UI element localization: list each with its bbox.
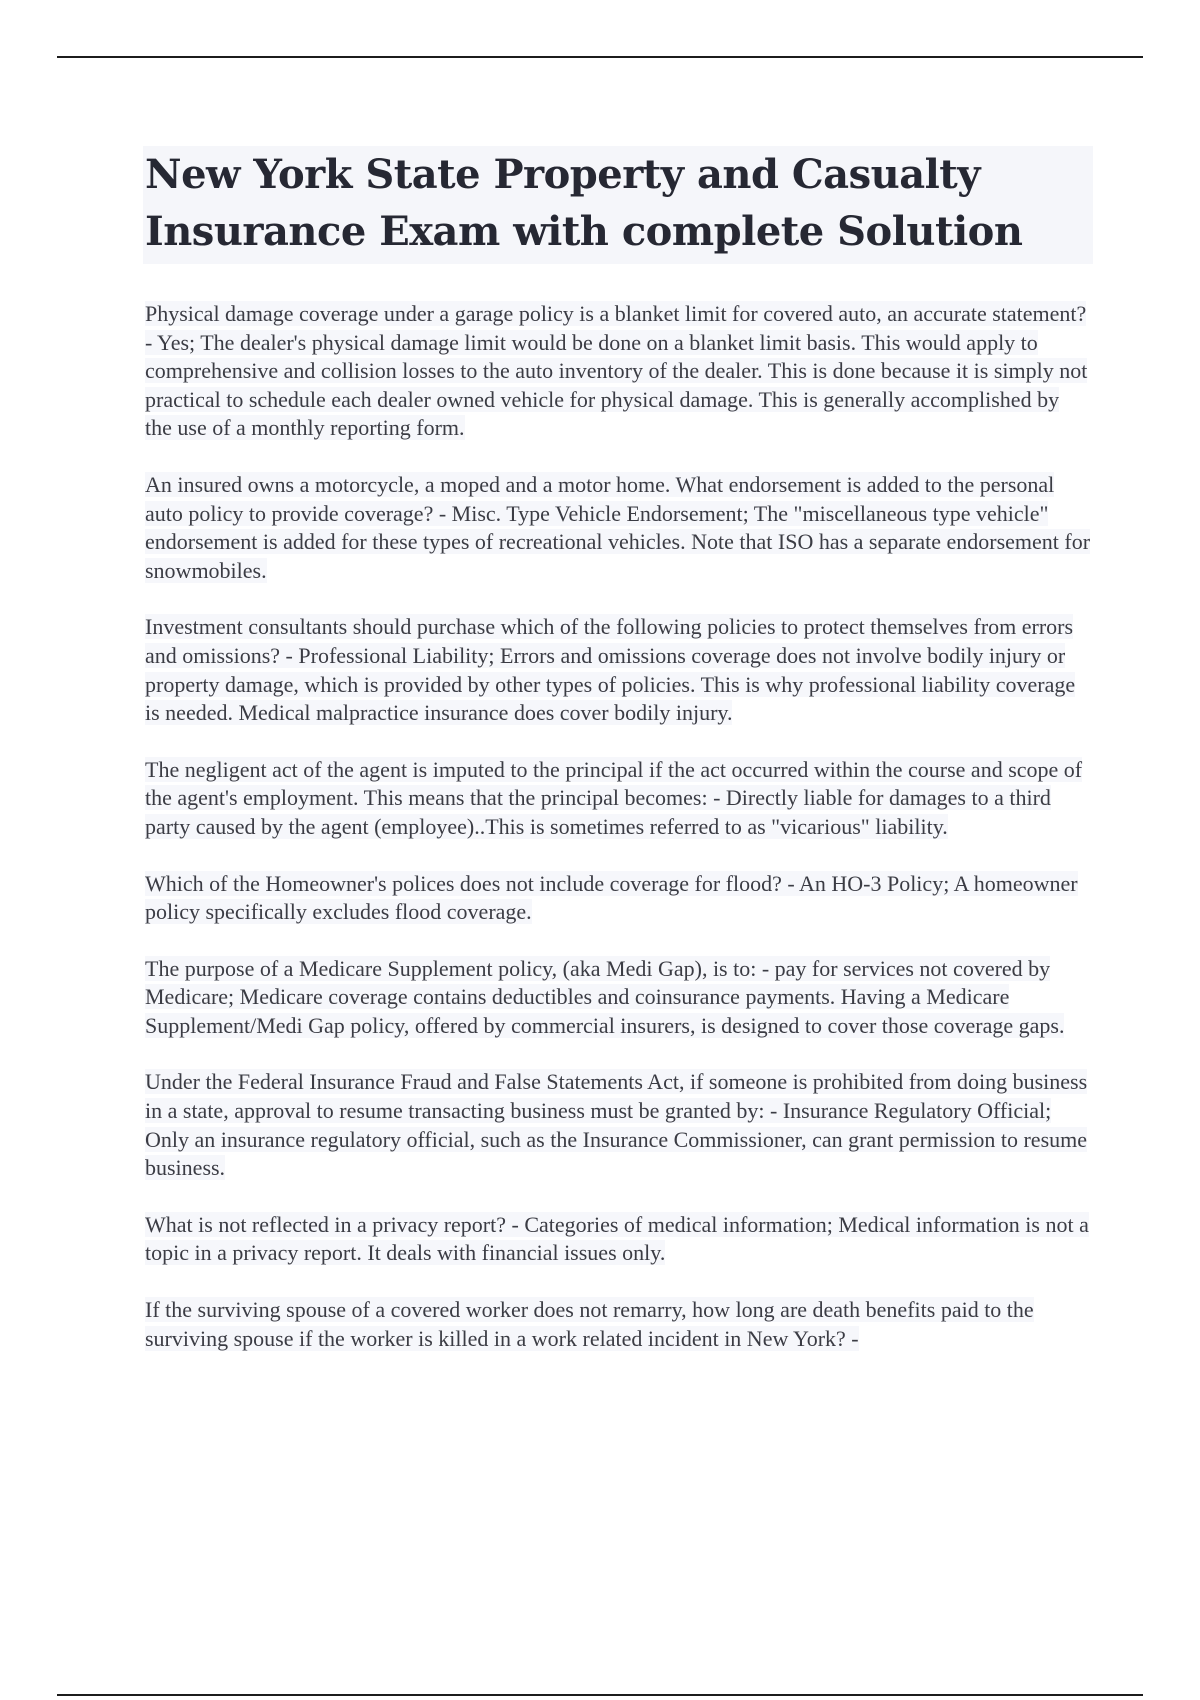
qa-entry bbox=[143, 1068, 1093, 1182]
qa-entry bbox=[143, 1211, 1093, 1268]
qa-entry-text: An insured owns a motorcycle, a moped and a motor home. What endorsement is added to the personal auto policy to provide coverage? - Misc. Type Vehicle Endorsement; The "miscellaneous type vehicle" endorsement is added for these types of recreational vehicles. Note that ISO has a separate endorsement for snowmobiles. bbox=[145, 471, 1091, 583]
qa-entry bbox=[143, 471, 1093, 585]
bottom-rule bbox=[57, 1694, 1143, 1696]
qa-entry bbox=[143, 756, 1093, 842]
qa-entry-text: The purpose of a Medicare Supplement policy, (aka Medi Gap), is to: - pay for services not covered by Medicare; Medicare coverage contains deductibles and coinsurance payments. Having a Medicare Supplement/Medi Gap policy, offered by commercial insurers, is designed to cover those coverage gaps. bbox=[145, 955, 1065, 1038]
qa-entry bbox=[143, 300, 1093, 443]
qa-entry bbox=[143, 955, 1093, 1041]
qa-entry-text: Physical damage coverage under a garage policy is a blanket limit for covered auto, an accurate statement? - Yes; The dealer's physical damage limit would be done on a blanket limit basis. This would apply to comprehensive and collision losses to the auto inventory of the dealer. This is done because it is simply not practical to schedule each dealer owned vehicle for physical damage. This is generally accomplished by the use of a monthly reporting form. bbox=[145, 301, 1088, 441]
top-rule bbox=[57, 56, 1143, 58]
qa-entry-text: What is not reflected in a privacy report? - Categories of medical information; Medical information is not a topic in a privacy report. It deals with financial issues only. bbox=[145, 1211, 1089, 1266]
qa-entry-text: The negligent act of the agent is imputed to the principal if the act occurred within the course and scope of the agent's employment. This means that the principal becomes: - Directly liable for damages to a third party caused by the agent (employee)..This is sometimes referred to as "vicarious" liability. bbox=[145, 756, 1083, 839]
qa-entry bbox=[143, 613, 1093, 727]
document-body bbox=[143, 146, 1093, 1353]
qa-entry-text: If the surviving spouse of a covered worker does not remarry, how long are death benefits paid to the surviving spouse if the worker is killed in a work related incident in New York? - bbox=[145, 1297, 1034, 1351]
qa-entry-text: Which of the Homeowner's polices does not include coverage for flood? - An HO-3 Policy; A homeowner policy specifically excludes flood coverage. bbox=[145, 870, 1078, 925]
qa-entry-text: Investment consultants should purchase which of the following policies to protect themselves from errors and omissions? - Professional Liability; Errors and omissions coverage does not involve bodily injury or property damage, which is provided by other types of policies. This is why professional liability coverage is needed. Medical malpractice insurance does cover bodily injury. bbox=[145, 614, 1076, 726]
document-title: New York State Property and Casualty Insurance Exam with complete Solution bbox=[143, 146, 1093, 264]
qa-entry bbox=[143, 870, 1093, 927]
qa-entry-text: Under the Federal Insurance Fraud and False Statements Act, if someone is prohibited from doing business in a state, approval to resume transacting business must be granted by: - Insurance Regulatory Official; Only an insurance regulatory official, such as the Insurance Commissioner, can grant permission to resume business. bbox=[145, 1069, 1088, 1181]
qa-entry bbox=[143, 1296, 1093, 1353]
